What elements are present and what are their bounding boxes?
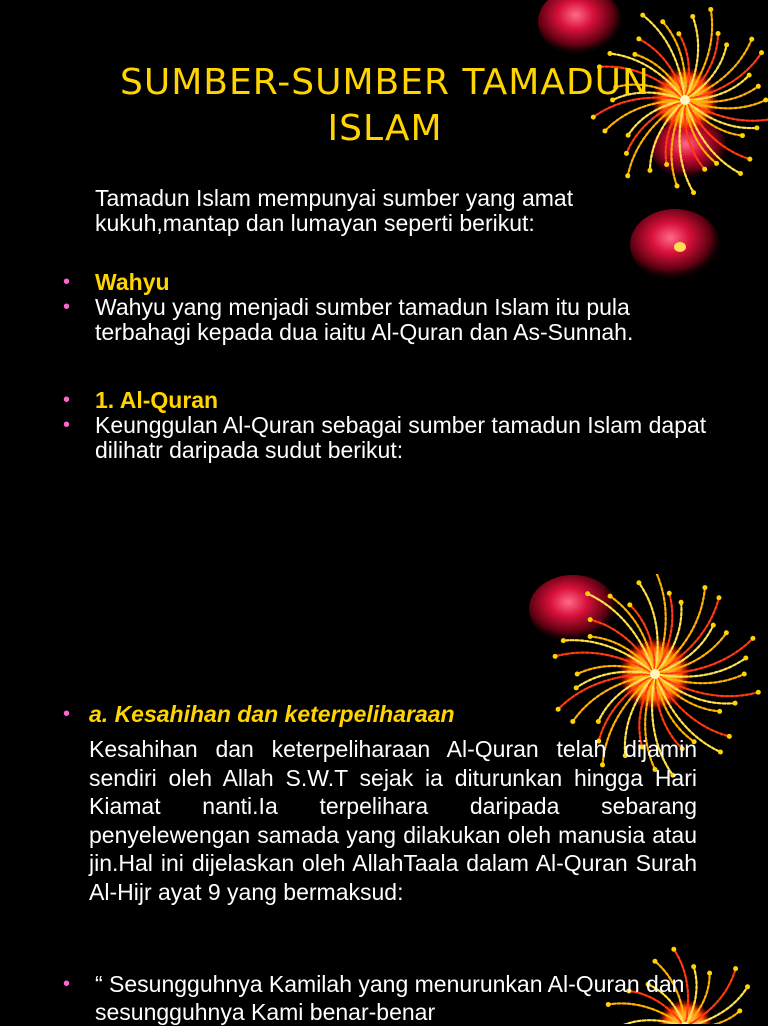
- bullet-list-section: [60, 702, 730, 727]
- bullet-list-quran: [60, 388, 730, 463]
- slide-title: SUMBER-SUMBER TAMADUN ISLAM: [120, 62, 650, 149]
- bullet-item-wahyu-desc: • Wahyu yang menjadi sumber tamadun Islam itu pula terbahagi kepada dua iaitu Al-Quran dan As-Sunnah.: [60, 295, 730, 345]
- section-heading: • a. Kesahihan dan keterpeliharaan: [60, 702, 730, 727]
- section-paragraph: Kesahihan dan keterpeliharaan Al-Quran telah dijamin sendiri oleh Allah S.W.T sejak ia diturunkan hingga Hari Kiamat nanti.Ia terpelihara daripada sebarang penyelewengan samada yang dilakukan oleh manusia atau jin.Hal ini dijelaskan oleh AllahTaala dalam Al-Quran Surah Al-Hijr ayat 9 yang bermaksud:: [89, 736, 697, 905]
- bullet-item-al-quran-desc: • Keunggulan Al-Quran sebagai sumber tamadun Islam dapat dilihatr daripada sudut berikut:: [60, 413, 730, 463]
- slide-1: [0, 0, 768, 512]
- intro-text: Tamadun Islam mempunyai sumber yang amat kukuh,mantap dan lumayan seperti berikut:: [95, 185, 574, 236]
- bullet-list: [60, 270, 730, 345]
- bullet-item-wahyu: • Wahyu: [60, 270, 730, 295]
- quote-list: [60, 970, 750, 1026]
- quote-item: • “ Sesungguhnya Kamilah yang menurunkan Al-Quran dan sesungguhnya Kami benar-benar: [60, 970, 750, 1026]
- bullet-item-al-quran: • 1. Al-Quran: [60, 388, 730, 413]
